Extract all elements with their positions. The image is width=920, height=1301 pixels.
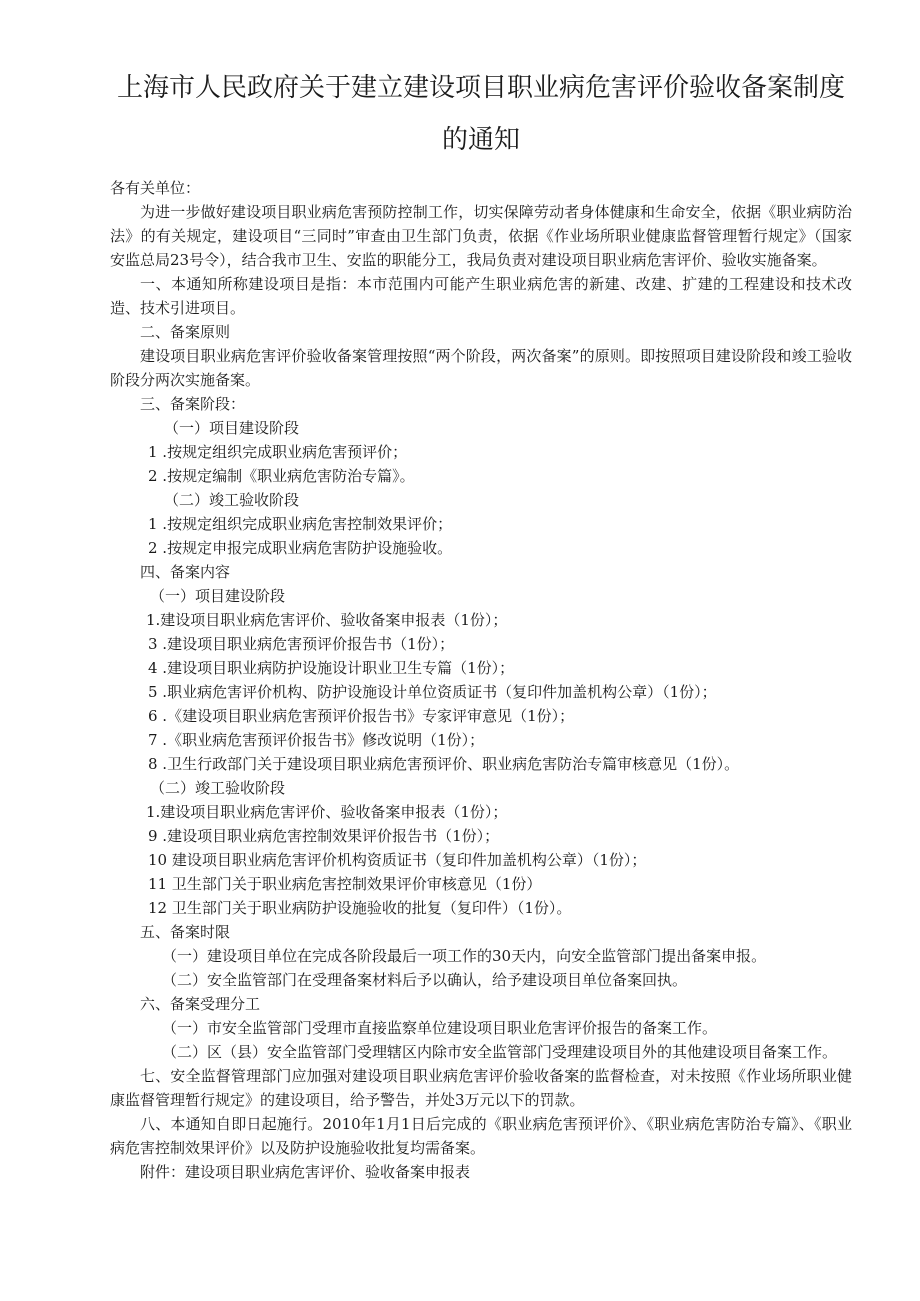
list-item: 2 .按规定编制《职业病危害防治专篇》。 <box>148 467 415 485</box>
section-3-subheading-construction: （一）项目建设阶段 <box>164 419 300 437</box>
list-item: （一）建设项目单位在完成各阶段最后一项工作的30天内，向安全监管部门提出备案申报。 <box>162 947 767 965</box>
list-item: 3 .建设项目职业病危害预评价报告书（1份）； <box>148 635 455 653</box>
section-4-subheading-acceptance: （二）竣工验收阶段 <box>150 779 286 797</box>
section-2-paragraph: 建设项目职业病危害评价验收备案管理按照“两个阶段，两次备案”的原则。即按照项目建设阶段和竣工验收阶段分两次实施备案。 <box>110 347 852 389</box>
document-body <box>110 176 852 1184</box>
section-1-paragraph: 一、本通知所称建设项目是指：本市范围内可能产生职业病危害的新建、改建、扩建的工程建设和技术改造、技术引进项目。 <box>110 275 852 317</box>
attachment-note: 附件：建设项目职业病危害评价、验收备案申报表 <box>140 1163 471 1181</box>
section-3-subheading-acceptance: （二）竣工验收阶段 <box>164 491 300 509</box>
list-item: 4 .建设项目职业病防护设施设计职业卫生专篇（1份）； <box>148 659 515 677</box>
list-item: 1.建设项目职业病危害评价、验收备案申报表（1份）； <box>146 611 508 629</box>
list-item: 1.建设项目职业病危害评价、验收备案申报表（1份）； <box>146 803 508 821</box>
list-item: 8 .卫生行政部门关于建设项目职业病危害预评价、职业病危害防治专篇审核意见（1份）。 <box>148 755 740 773</box>
list-item: 2 .按规定申报完成职业病危害防护设施验收。 <box>148 539 453 557</box>
list-item: 9 .建设项目职业病危害控制效果评价报告书（1份）； <box>148 827 500 845</box>
list-item: 12 卫生部门关于职业病防护设施验收的批复（复印件）（1份）。 <box>148 899 572 917</box>
list-item: 11 卫生部门关于职业病危害控制效果评价审核意见（1份） <box>148 875 542 893</box>
section-7-paragraph: 七、安全监督管理部门应加强对建设项目职业病危害评价验收备案的监督检查，对未按照《作业场所职业健康监督管理暂行规定》的建设项目，给予警告，并处3万元以下的罚款。 <box>110 1067 852 1109</box>
section-2-heading: 二、备案原则 <box>140 323 231 341</box>
section-6-heading: 六、备案受理分工 <box>140 995 261 1013</box>
section-3-heading: 三、备案阶段： <box>140 395 246 413</box>
section-5-heading: 五、备案时限 <box>140 923 231 941</box>
section-4-subheading-construction: （一）项目建设阶段 <box>150 587 286 605</box>
list-item: 1 .按规定组织完成职业病危害控制效果评价； <box>148 515 453 533</box>
section-8-paragraph: 八、本通知自即日起施行。2010年1月1日后完成的《职业病危害预评价》、《职业病危害防治专篇》、《职业病危害控制效果评价》以及防护设施验收批复均需备案。 <box>110 1115 852 1157</box>
list-item: （一）市安全监管部门受理市直接监察单位建设项目职业危害评价报告的备案工作。 <box>162 1019 718 1037</box>
section-4-heading: 四、备案内容 <box>140 563 231 581</box>
list-item: 1 .按规定组织完成职业病危害预评价； <box>148 443 408 461</box>
list-item: （二）区（县）安全监管部门受理辖区内除市安全监管部门受理建设项目外的其他建设项目备案工作。 <box>162 1043 838 1061</box>
list-item: 10 建设项目职业病危害评价机构资质证书（复印件加盖机构公章）（1份）； <box>148 851 647 869</box>
intro-paragraph: 为进一步做好建设项目职业病危害预防控制工作，切实保障劳动者身体健康和生命安全，依据《职业病防治法》的有关规定，建设项目“三同时”审查由卫生部门负责，依据《作业场所职业健康监督管理暂行规定》（国家安监总局23号令），结合我市卫生、安监的职能分工，我局负责对建设项目职业病危害评价、验收实施备案。 <box>110 203 852 269</box>
list-item: 5 .职业病危害评价机构、防护设施设计单位资质证书（复印件加盖机构公章）（1份）； <box>148 683 717 701</box>
list-item: 7 .《职业病危害预评价报告书》修改说明（1份）； <box>148 731 485 749</box>
salutation: 各有关单位： <box>110 179 201 197</box>
list-item: （二）安全监管部门在受理备案材料后予以确认，给予建设项目单位备案回执。 <box>162 971 688 989</box>
list-item: 6 .《建设项目职业病危害预评价报告书》专家评审意见（1份）； <box>148 707 575 725</box>
document-page <box>110 62 852 1184</box>
document-title: 上海市人民政府关于建立建设项目职业病危害评价验收备案制度的通知 <box>116 73 845 155</box>
